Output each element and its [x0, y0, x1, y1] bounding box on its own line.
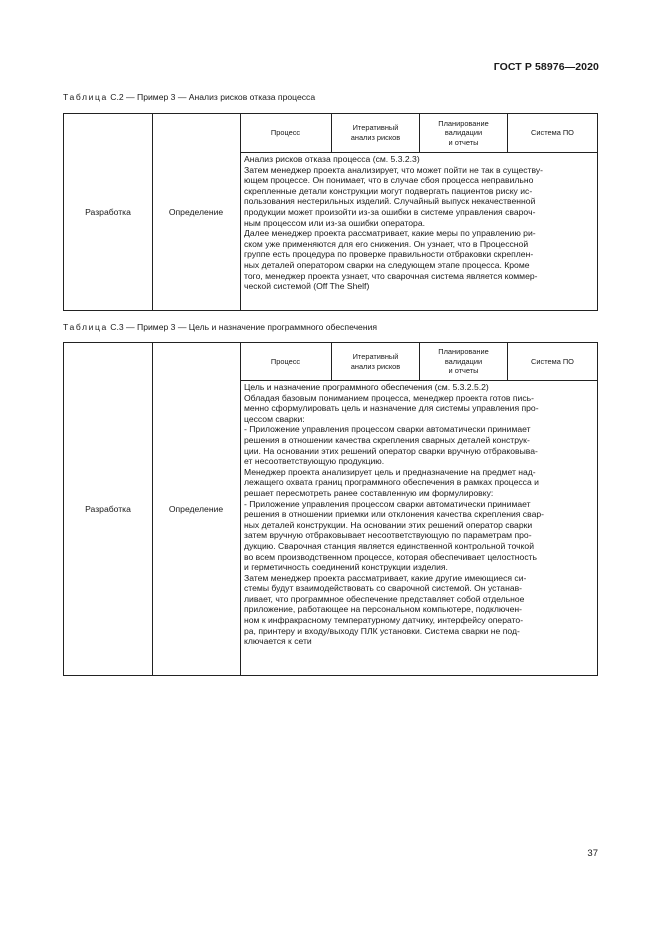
description-line: Менеджер проекта анализирует цель и предназначение на предмет над-: [244, 466, 536, 477]
description-line: стемы будут взаимодействовать со сварочной системой. Он устанав-: [244, 583, 523, 594]
description-line: ным процессом или из-за ошибки оператора.: [244, 217, 426, 228]
description-line: Цель и назначение программного обеспечения (см. 5.3.2.5.2): [244, 382, 489, 392]
description-line: пользования нестерильных изделий. Случайный выпуск некачественной: [244, 196, 536, 207]
description-line: - Приложение управления процессом сварки автоматически принимает: [244, 498, 531, 509]
description-line: продукции может произойти из-за ошибки в системе управления сварoч-: [244, 206, 536, 217]
description-line: ра, принтеру и входу/выходу ПЛК установки. Система сварки не под-: [244, 625, 520, 636]
description-line: ном к инфракрасному температурному датчику, интерфейсу операто-: [244, 615, 524, 626]
header-label: Планирование валидации и отчеты: [438, 347, 489, 376]
header-validation-planning: [420, 114, 508, 152]
table-caption-prefix: Таблица: [63, 322, 108, 332]
description-line: Обладая базовым пониманием процесса, менеджер проекта готов пись-: [244, 392, 534, 403]
description-line: дукцию. Сварочная станция является единственной контрольной точкой: [244, 540, 534, 551]
cell-stage: Разработка: [64, 114, 153, 310]
description-line: приложение, работающее на персональном компьютере, подключен-: [244, 604, 522, 615]
description-cell: [240, 380, 597, 675]
description-line: группе есть процедура по проверке правильности отбраковки скреплен-: [244, 249, 534, 260]
description-line: менно сформулировать цель и назначение для системы управления про-: [244, 403, 539, 414]
description-line: - Приложение управления процессом сварки автоматически принимает: [244, 424, 531, 435]
description-line: Затем менеджер проекта анализирует, что может пойти не так в существу-: [244, 164, 544, 175]
header-label: Процесс: [270, 128, 301, 138]
cell-stage: Разработка: [64, 343, 153, 675]
description-line: ных деталей конструкции. На основании этих решений оператор сварки: [244, 519, 533, 530]
table-caption-text: С.2 — Пример 3 — Анализ рисков отказа процесса: [107, 92, 316, 102]
header-process: [240, 114, 332, 152]
header-label: Процесс: [270, 356, 301, 366]
description-line: Анализ рисков отказа процесса (см. 5.3.2.3): [244, 154, 420, 164]
header-software-system: [508, 114, 597, 152]
description-line: скрепленные детали конструкции могут подвергать пациентов риску ис-: [244, 185, 533, 196]
description-line: ет несоответствующую продукцию.: [244, 456, 385, 467]
table-caption-text: С.3 — Пример 3 — Цель и назначение программного обеспечения: [107, 322, 378, 332]
table-c2: [63, 113, 598, 311]
standard-designation: ГОСТ Р 58976—2020: [493, 61, 599, 73]
description-line: цессом сварки:: [244, 413, 305, 424]
description-line: Затем менеджер проекта рассматривает, какие другие имеющиеся си-: [244, 572, 527, 583]
description-cell: [240, 152, 597, 310]
right-column: [240, 114, 597, 310]
header-row: [240, 343, 597, 381]
table-caption-prefix: Таблица: [63, 92, 108, 102]
header-label: Планирование валидации и отчеты: [438, 118, 489, 147]
header-row: [240, 114, 597, 153]
header-label: Итеративный анализ рисков: [350, 351, 401, 371]
cell-phase: Определение: [152, 343, 241, 675]
header-process: [240, 343, 332, 380]
description-line: и герметичность соединений конструкции изделия.: [244, 562, 448, 573]
header-label: Система ПО: [531, 128, 574, 138]
description-line: ском уже применяются для его снижения. Он узнает, что в Процессной: [244, 238, 529, 249]
table-c3: [63, 342, 598, 676]
description-line: ных деталей оператором сварки на следующем этапе процесса. Кроме: [244, 259, 530, 270]
header-iterative-risk: [332, 114, 420, 152]
page-number: 37: [587, 848, 598, 859]
cell-phase: Определение: [152, 114, 241, 310]
description-line: решения в отношении приемки или отклонения качества скрепления свар-: [244, 509, 544, 520]
table-caption: [63, 92, 315, 102]
header-label: Итеративный анализ рисков: [350, 123, 401, 142]
description-line: ливает, что программное обеспечение представляет собой отдельное: [244, 593, 525, 604]
description-line: во всем производственном процессе, которая обеспечивает целостность: [244, 551, 538, 562]
header-software-system: [508, 343, 597, 380]
table-caption: [63, 322, 377, 332]
description-line: ческой системой (Off The Shelf): [244, 281, 370, 292]
description-line: ции. На основании этих решений оператор сварки вручную отбраковыва-: [244, 445, 538, 456]
description-line: Далее менеджер проекта рассматривает, какие меры по управлению ри-: [244, 228, 536, 239]
description-line: решает пересмотреть ранее составленную им формулировку:: [244, 487, 494, 498]
header-label: Система ПО: [531, 356, 574, 366]
description-line: ющем процессе. Он понимает, что в случае сбоя процесса неправильно: [244, 175, 534, 186]
description-line: того, менеджер проекта узнает, что сварочная система является коммер-: [244, 270, 538, 281]
description-line: ключается к сети: [244, 636, 312, 647]
description-line: лежащего охвата границ программного обеспечения в рамках процесса и: [244, 477, 539, 488]
header-validation-planning: [420, 343, 508, 380]
header-iterative-risk: [332, 343, 420, 380]
description-line: решения в отношении качества скрепления сварных деталей конструк-: [244, 434, 530, 445]
right-column: [240, 343, 597, 675]
description-line: затем вручную отбраковывает несоответствующую по параметрам про-: [244, 530, 532, 541]
